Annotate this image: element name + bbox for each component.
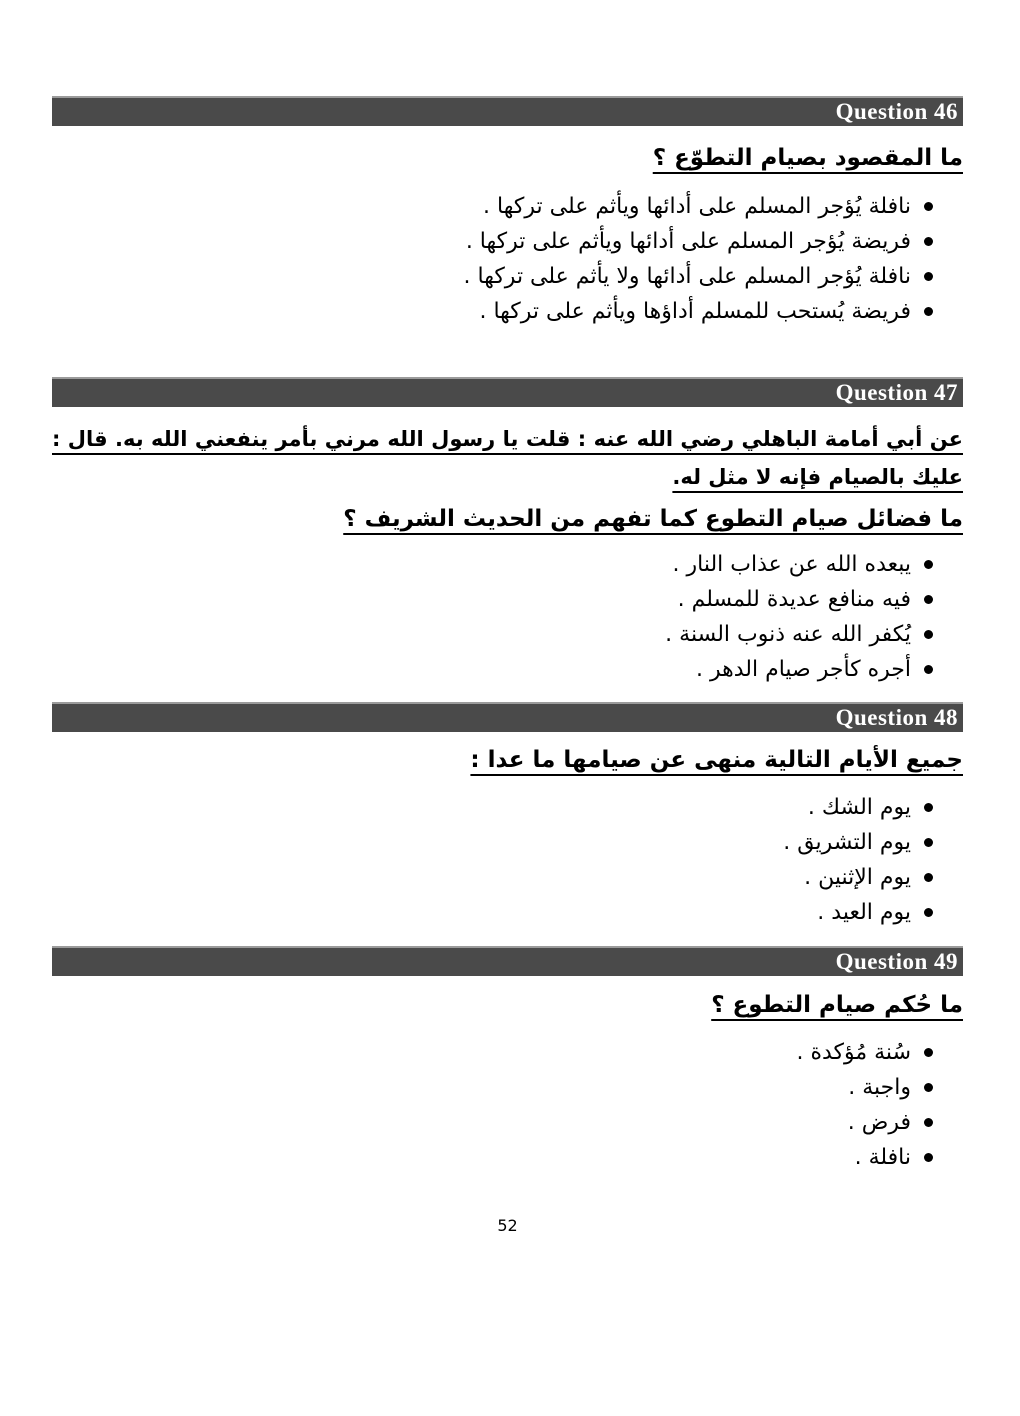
question-49-text: ما حُكم صيام التطوع ؟ (711, 992, 963, 1018)
bullet-icon (924, 908, 933, 917)
option-item (52, 259, 963, 294)
option-text: نافلة يُؤجر المسلم على أدائها ويأثم على تركها . (483, 194, 911, 219)
option-item (52, 294, 963, 329)
page-number: 52 (497, 1216, 518, 1235)
option-item (52, 1140, 963, 1175)
option-text: سُنة مُؤكدة . (796, 1040, 911, 1065)
option-text: يوم الإثنين . (804, 865, 911, 890)
exam-page (52, 96, 963, 1235)
option-text: فريضة يُؤجر المسلم على أدائها ويأثم على تركها . (465, 229, 911, 254)
option-text: واجبة . (848, 1075, 911, 1100)
bullet-icon (924, 803, 933, 812)
bullet-icon (924, 202, 933, 211)
question-47-header-bar (52, 377, 963, 407)
option-text: نافلة يُؤجر المسلم على أدائها ولا يأثم على تركها . (463, 264, 911, 289)
question-49-options (52, 1035, 963, 1175)
option-item (52, 582, 963, 617)
option-text: يُكفر الله عنه ذنوب السنة . (665, 622, 911, 647)
question-47-options (52, 547, 963, 687)
question-46-header-label: Question 46 (835, 99, 958, 124)
question-46-section (52, 96, 963, 329)
question-49-section (52, 946, 963, 1175)
bullet-icon (924, 630, 933, 639)
option-text: فيه منافع عديدة للمسلم . (677, 587, 911, 612)
option-text: يوم التشريق . (783, 830, 911, 855)
bullet-icon (924, 1153, 933, 1162)
bullet-icon (924, 665, 933, 674)
question-49-header-bar (52, 946, 963, 976)
option-item (52, 617, 963, 652)
question-46-options (52, 189, 963, 329)
option-item (52, 224, 963, 259)
option-text: أجره كأجر صيام الدهر . (695, 657, 911, 682)
question-47-section (52, 377, 963, 687)
question-47-text: ما فضائل صيام التطوع كما تفهم من الحديث الشريف ؟ (343, 506, 963, 532)
option-item (52, 189, 963, 224)
option-item (52, 1070, 963, 1105)
option-item (52, 790, 963, 825)
question-48-header-label: Question 48 (835, 705, 958, 730)
bullet-icon (924, 237, 933, 246)
option-item (52, 652, 963, 687)
option-text: يوم العيد . (817, 900, 911, 925)
option-text: فرض . (847, 1110, 911, 1135)
bullet-icon (924, 1118, 933, 1127)
option-text: فريضة يُستحب للمسلم أداؤها ويأثم على تركها . (479, 299, 911, 324)
option-text: يبعده الله عن عذاب النار . (672, 552, 911, 577)
option-text: يوم الشك . (807, 795, 911, 820)
option-item (52, 1035, 963, 1070)
question-46-text: ما المقصود بصيام التطوّع ؟ (652, 145, 963, 171)
option-item (52, 547, 963, 582)
question-48-options (52, 790, 963, 930)
option-item (52, 1105, 963, 1140)
bullet-icon (924, 272, 933, 281)
question-49-header-label: Question 49 (835, 949, 958, 974)
bullet-icon (924, 595, 933, 604)
question-47-header-label: Question 47 (835, 380, 958, 405)
question-48-text: جميع الأيام التالية منهى عن صيامها ما عدا : (470, 747, 963, 773)
option-item (52, 860, 963, 895)
bullet-icon (924, 1083, 933, 1092)
option-item (52, 825, 963, 860)
question-47-hadith-text: عن أبي أمامة الباهلي رضي الله عنه : قلت يا رسول الله مرني بأمر ينفعني الله به. قال : عليك بالصيام فإنه لا مثل له. (52, 427, 963, 489)
bullet-icon (924, 307, 933, 316)
question-46-header-bar (52, 96, 963, 126)
question-48-header-bar (52, 702, 963, 732)
bullet-icon (924, 838, 933, 847)
bullet-icon (924, 873, 933, 882)
bullet-icon (924, 560, 933, 569)
option-text: نافلة . (854, 1145, 911, 1170)
question-48-section (52, 702, 963, 930)
bullet-icon (924, 1048, 933, 1057)
option-item (52, 895, 963, 930)
